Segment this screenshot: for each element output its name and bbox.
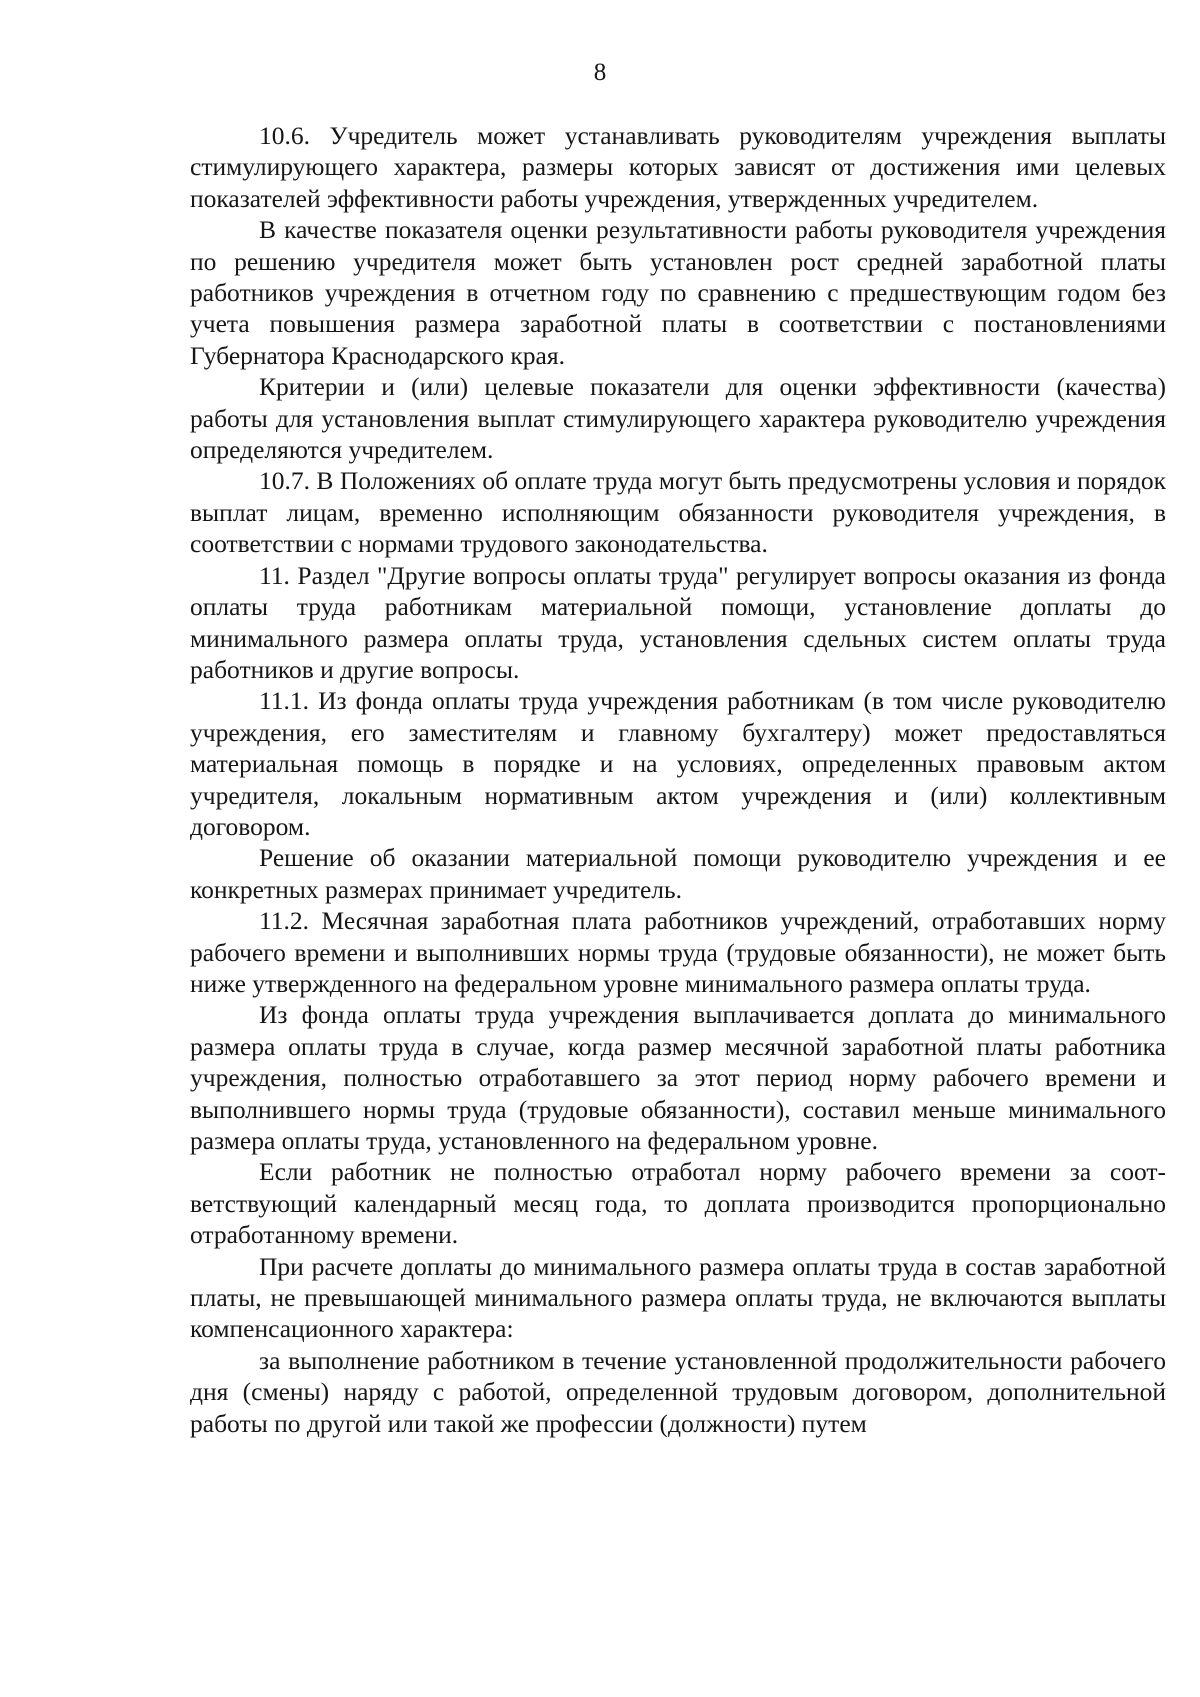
page-number: 8	[593, 59, 607, 86]
paragraph-criteria: Критерии и (или) целевые показатели для оценки эффективности (качества) работы для установления выплат стимулирующего характера руководителю учреждения определяются учредителем.	[190, 372, 1166, 465]
paragraph-11: 11. Раздел "Другие вопросы оплаты труда" регулирует вопросы оказания из фонда оплаты труда работникам материальной помощи, установление доплаты до минимального размера оплаты труда, установления сдельных систем оплаты труда работников и другие вопросы.	[190, 560, 1166, 684]
paragraph-10-6: 10.6. Учредитель может устанавливать руководителям учреждения выплаты стимулирующего характера, размеры которых зависят от достижения ими целевых показателей эффективности работы учреждения, утвержденных учредителем.	[190, 121, 1166, 213]
paragraph-minimum-wage-supplement: Из фонда оплаты труда учреждения выплачивается доплата до минимального размера оплаты труда в случае, когда размер месячной заработной платы работника учреждения, полностью отработавшего за этот период норму рабочего времени и выполнившего нормы труда (трудовые обязанности), составил меньше минимального размера оплаты труда, установленного на федеральном уровне.	[190, 1000, 1166, 1155]
paragraph-partial-time: Если работник не полностью отработал норму рабочего времени за соответствующий календарный месяц года, то доплата производится пропорционально отработанному времени.	[190, 1157, 1166, 1250]
paragraph-10-7: 10.7. В Положениях об оплате труда могут быть предусмотрены условия и порядок выплат лицам, временно исполняющим обязанности руководителя учреждения, в соответствии с нормами трудового законодательства.	[190, 466, 1166, 559]
document-body	[190, 120, 1166, 1439]
paragraph-additional-work: за выполнение работником в течение установленной продолжительности рабочего дня (смены) наряду с работой, определенной трудовым договором, дополнительной работы по другой или такой же профессии (должности) путем	[190, 1345, 1166, 1438]
paragraph-11-2: 11.2. Месячная заработная плата работников учреждений, отработавших норму рабочего времени и выполнивших нормы труда (трудовые обязанности), не может быть ниже утвержденного на федеральном уровне минимального размера оплаты труда.	[190, 906, 1166, 998]
paragraph-11-1: 11.1. Из фонда оплаты труда учреждения работникам (в том числе руководителю учреждения, его заместителям и главному бухгалтеру) может предоставляться материальная помощь в порядке и на условиях, определенных правовым актом учредителя, локальным нормативным актом учреждения и (или) коллективным договором.	[190, 686, 1166, 841]
paragraph-calculation-exclusions: При расчете доплаты до минимального размера оплаты труда в состав заработной платы, не превышающей минимального размера оплаты труда, не включаются выплаты компенсационного характера:	[190, 1251, 1166, 1344]
paragraph-performance-indicator: В качестве показателя оценки результативности работы руководителя учреждения по решению учредителя может быть установлен рост средней заработной платы работников учреждения в отчетном году по сравнению с предшествующим годом без учета повышения размера заработной платы в соответствии с постановлениями Губернатора Краснодарского края.	[190, 215, 1166, 370]
paragraph-material-aid-decision: Решение об оказании материальной помощи руководителю учреждения и ее конкретных размерах принимает учредитель.	[190, 843, 1166, 904]
